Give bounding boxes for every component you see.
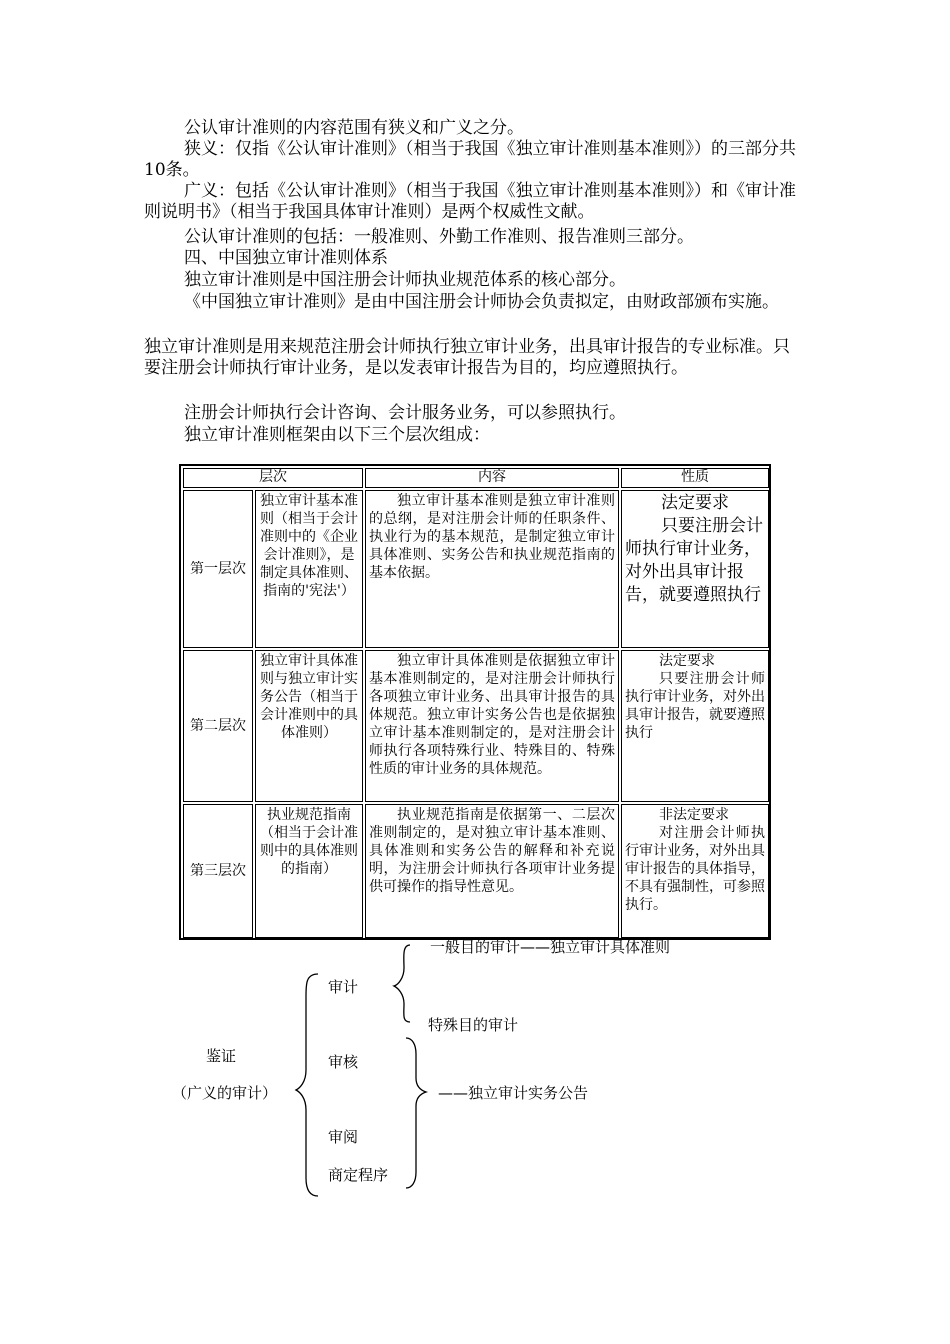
diagram-inspect: 审阅 [328, 1128, 359, 1146]
paragraph-1: 公认审计准则的内容范围有狭义和广义之分。 [184, 118, 524, 138]
paragraph-7: 独立审计准则是用来规范注册会计师执行独立审计业务，出具审计报告的专业标准。只要注册会计师执行审计业务，是以发表审计报告为目的，均应遵照执行。 [144, 337, 790, 378]
paragraph-9: 独立审计准则框架由以下三个层次组成： [184, 425, 490, 445]
diagram-general-audit: 一般目的审计——独立审计具体准则 [430, 938, 671, 956]
row1-level: 第一层次 [183, 490, 253, 648]
diagram-root-label: 鉴证 [206, 1047, 237, 1065]
header-nature: 性质 [621, 468, 769, 488]
diagram-special-audit: 特殊目的审计 [428, 1016, 519, 1034]
diagram-practice-notice: ——独立审计实务公告 [438, 1084, 589, 1102]
row3-level: 第三层次 [183, 804, 253, 938]
audit-brace [394, 945, 410, 1022]
row2-nature-text: 只要注册会计师执行审计业务，对外出具审计报告，就要遵照执行 [625, 671, 765, 741]
row2-name: 独立审计具体准则与独立审计实务公告（相当于会计准则中的具体准则） [255, 650, 363, 802]
row2-nature-title: 法定要求 [659, 653, 715, 669]
row1-nature-text: 只要注册会计师执行审计业务，对外出具审计报告，就要遵照执行 [625, 516, 763, 605]
row1-content-text: 独立审计基本准则是独立审计准则的总纲，是对注册会计师的任职条件、执业行为的基本规范，是制定独立审计具体准则、实务公告和执业规范指南的基本依据。 [369, 493, 615, 581]
row3-name: 执业规范指南（相当于会计准则中的具体准则的指南） [255, 804, 363, 938]
header-level: 层次 [183, 468, 363, 488]
row2-level: 第二层次 [183, 650, 253, 802]
header-content: 内容 [365, 468, 619, 488]
row3-nature-text: 对注册会计师执行审计业务，对外出具审计报告的具体指导，不具有强制性，可参照执行。 [625, 825, 765, 913]
paragraph-4: 公认审计准则的包括：一般准则、外勤工作准则、报告准则三部分。 [184, 227, 694, 247]
paragraph-3: 广义：包括《公认审计准则》（相当于我国《独立审计准则基本准则》）和《审计准则说明书》（相当于我国具体审计准则）是两个权威性文献。 [144, 181, 796, 222]
section-heading: 四、中国独立审计准则体系 [184, 248, 388, 268]
paragraph-8: 注册会计师执行会计咨询、会计服务业务，可以参照执行。 [184, 403, 626, 423]
row2-content-text: 独立审计具体准则是依据独立审计基本准则制定的，是对注册会计师执行各项独立审计业务、出具审计报告的具体规范。独立审计实务公告也是依据独立审计基本准则制定的，是对注册会计师执行各项特殊行业、特殊目的、特殊性质的审计业务的具体规范。 [369, 653, 615, 777]
paragraph-2: 狭义：仅指《公认审计准则》（相当于我国《独立审计准则基本准则》）的三部分共10条。 [144, 139, 796, 180]
row1-name: 独立审计基本准则（相当于会计准则中的《企业会计准则》，是制定具体准则、指南的'宪法'） [255, 490, 363, 648]
row3-nature-title: 非法定要求 [659, 807, 729, 823]
row3-content-text: 执业规范指南是依据第一、二层次准则制定的，是对独立审计基本准则、具体准则和实务公告的解释和补充说明，为注册会计师执行各项审计业务提供可操作的指导性意见。 [369, 807, 615, 895]
paragraph-5: 独立审计准则是中国注册会计师执业规范体系的核心部分。 [184, 270, 626, 290]
paragraph-6: 《中国独立审计准则》是由中国注册会计师协会负责拟定，由财政部颁布实施。 [184, 292, 779, 312]
diagram-agreed-procedures: 商定程序 [328, 1166, 389, 1184]
row1-nature-title: 法定要求 [661, 493, 729, 513]
review-brace [406, 1038, 426, 1188]
diagram-audit: 审计 [328, 978, 359, 996]
diagram-root-sublabel: （广义的审计） [172, 1084, 278, 1102]
left-brace [296, 974, 318, 1196]
diagram-review: 审核 [328, 1053, 359, 1071]
